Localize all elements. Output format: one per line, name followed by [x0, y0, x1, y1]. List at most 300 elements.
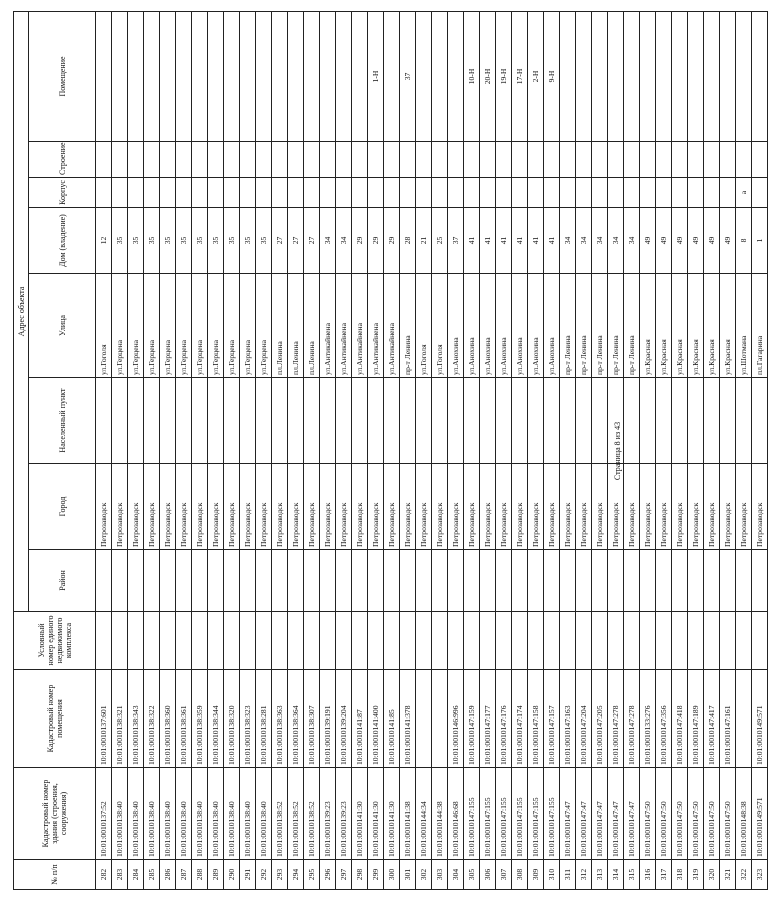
row-number-cell: 294 — [288, 860, 304, 890]
table-row — [288, 11, 304, 889]
building-cadastral-number-cell: 10:01:0010147:155 — [544, 768, 560, 860]
city-cell: Петрозаводск — [192, 464, 208, 550]
row-number-cell: 321 — [720, 860, 736, 890]
building-cell — [544, 142, 560, 178]
room-cadastral-number-cell: 10:01:0010147:176 — [496, 670, 512, 768]
row-number-cell: 304 — [448, 860, 464, 890]
settlement-cell — [480, 378, 496, 464]
row-number-cell: 291 — [240, 860, 256, 890]
table-row — [464, 11, 480, 889]
room-cell — [272, 11, 288, 141]
row-number-cell: 292 — [256, 860, 272, 890]
settlement-cell — [96, 378, 112, 464]
house-number-cell: 34 — [560, 208, 576, 274]
korpus-cell — [448, 178, 464, 208]
city-cell: Петрозаводск — [208, 464, 224, 550]
settlement-cell — [304, 378, 320, 464]
unified-complex-number-cell — [368, 612, 384, 670]
room-cadastral-number-cell: 10:01:0010138:320 — [224, 670, 240, 768]
street-cell: ул.Герцена — [256, 274, 272, 378]
unified-complex-number-cell — [416, 612, 432, 670]
unified-complex-number-cell — [448, 612, 464, 670]
table-row — [160, 11, 176, 889]
korpus-cell — [464, 178, 480, 208]
settlement-cell — [336, 378, 352, 464]
house-number-cell: 41 — [464, 208, 480, 274]
building-cadastral-number-cell: 10:01:0010138:40 — [240, 768, 256, 860]
table-row — [448, 11, 464, 889]
table-row — [640, 11, 656, 889]
building-cell — [432, 142, 448, 178]
street-cell: пл.Ленина — [304, 274, 320, 378]
district-cell — [336, 550, 352, 612]
building-cadastral-number-cell: 10:01:0010147:50 — [672, 768, 688, 860]
settlement-cell — [272, 378, 288, 464]
building-cadastral-number-cell: 10:01:0010138:40 — [208, 768, 224, 860]
room-cell: 10-Н — [464, 11, 480, 141]
settlement-cell — [736, 378, 752, 464]
table-row — [352, 11, 368, 889]
building-cadastral-number-cell: 10:01:0010147:47 — [608, 768, 624, 860]
row-number-cell: 322 — [736, 860, 752, 890]
table-row — [224, 11, 240, 889]
street-cell: ул.Антикайнена — [352, 274, 368, 378]
district-cell — [192, 550, 208, 612]
house-number-cell: 35 — [144, 208, 160, 274]
street-cell: пл.Ленина — [272, 274, 288, 378]
building-cell — [240, 142, 256, 178]
district-cell — [240, 550, 256, 612]
house-number-cell: 35 — [176, 208, 192, 274]
district-cell — [112, 550, 128, 612]
room-cadastral-number-cell: 10:01:0010139:204 — [336, 670, 352, 768]
district-cell — [448, 550, 464, 612]
building-cell — [480, 142, 496, 178]
korpus-cell — [560, 178, 576, 208]
table-row — [96, 11, 112, 889]
house-number-cell: 34 — [592, 208, 608, 274]
room-cell: 37 — [400, 11, 416, 141]
settlement-cell — [752, 378, 768, 464]
building-cell — [400, 142, 416, 178]
city-cell: Петрозаводск — [320, 464, 336, 550]
building-cadastral-number-cell: 10:01:0010141:30 — [352, 768, 368, 860]
house-number-cell: 49 — [640, 208, 656, 274]
street-cell: ул.Гоголя — [432, 274, 448, 378]
city-cell: Петрозаводск — [432, 464, 448, 550]
street-cell: ул.Красная — [704, 274, 720, 378]
room-cell — [304, 11, 320, 141]
street-cell: ул.Герцена — [224, 274, 240, 378]
header-city: Город — [29, 464, 96, 550]
room-cell — [672, 11, 688, 141]
street-cell: ул.Герцена — [160, 274, 176, 378]
table-row — [144, 11, 160, 889]
objects-table — [13, 11, 768, 890]
room-cadastral-number-cell: 10:01:0010147:204 — [576, 670, 592, 768]
room-cadastral-number-cell: 10:01:0010147:189 — [688, 670, 704, 768]
room-cadastral-number-cell: 10:01:0010146:996 — [448, 670, 464, 768]
house-number-cell: 41 — [496, 208, 512, 274]
unified-complex-number-cell — [480, 612, 496, 670]
street-cell: ул.Красная — [720, 274, 736, 378]
district-cell — [272, 550, 288, 612]
city-cell: Петрозаводск — [704, 464, 720, 550]
settlement-cell — [144, 378, 160, 464]
building-cell — [496, 142, 512, 178]
table-body — [96, 11, 768, 889]
korpus-cell — [432, 178, 448, 208]
building-cadastral-number-cell: 10:01:0010138:40 — [144, 768, 160, 860]
room-cadastral-number-cell: 10:01:0010147:205 — [592, 670, 608, 768]
building-cell — [448, 142, 464, 178]
room-cell — [384, 11, 400, 141]
row-number-cell: 295 — [304, 860, 320, 890]
settlement-cell — [576, 378, 592, 464]
street-cell: ул.Красная — [656, 274, 672, 378]
district-cell — [480, 550, 496, 612]
street-cell: пл.Гагарина — [752, 274, 768, 378]
street-cell: ул.Анохина — [544, 274, 560, 378]
row-number-cell: 286 — [160, 860, 176, 890]
unified-complex-number-cell — [240, 612, 256, 670]
city-cell: Петрозаводск — [448, 464, 464, 550]
room-cell — [240, 11, 256, 141]
house-number-cell: 35 — [224, 208, 240, 274]
street-cell: пр-т Ленина — [608, 274, 624, 378]
row-number-cell: 310 — [544, 860, 560, 890]
unified-complex-number-cell — [400, 612, 416, 670]
unified-complex-number-cell — [112, 612, 128, 670]
building-cell — [208, 142, 224, 178]
building-cell — [672, 142, 688, 178]
unified-complex-number-cell — [256, 612, 272, 670]
row-number-cell: 293 — [272, 860, 288, 890]
room-cadastral-number-cell: 10:01:0010147:158 — [528, 670, 544, 768]
room-cell — [560, 11, 576, 141]
street-cell: ул.Антикайнена — [384, 274, 400, 378]
korpus-cell — [160, 178, 176, 208]
settlement-cell — [592, 378, 608, 464]
row-number-cell: 289 — [208, 860, 224, 890]
table-row — [416, 11, 432, 889]
unified-complex-number-cell — [688, 612, 704, 670]
building-cadastral-number-cell: 10:01:0010147:50 — [704, 768, 720, 860]
korpus-cell — [256, 178, 272, 208]
unified-complex-number-cell — [752, 612, 768, 670]
settlement-cell — [240, 378, 256, 464]
header-street: Улица — [29, 274, 96, 378]
street-cell: ул.Герцена — [128, 274, 144, 378]
building-cell — [96, 142, 112, 178]
table-row — [544, 11, 560, 889]
unified-complex-number-cell — [384, 612, 400, 670]
table-row — [320, 11, 336, 889]
settlement-cell — [192, 378, 208, 464]
unified-complex-number-cell — [736, 612, 752, 670]
row-number-cell: 309 — [528, 860, 544, 890]
row-number-cell: 297 — [336, 860, 352, 890]
row-number-cell: 283 — [112, 860, 128, 890]
city-cell: Петрозаводск — [112, 464, 128, 550]
building-cell — [368, 142, 384, 178]
row-number-cell: 311 — [560, 860, 576, 890]
settlement-cell — [512, 378, 528, 464]
city-cell: Петрозаводск — [416, 464, 432, 550]
unified-complex-number-cell — [272, 612, 288, 670]
room-cell — [592, 11, 608, 141]
table-row — [624, 11, 640, 889]
room-cadastral-number-cell: 10:01:0010147:157 — [544, 670, 560, 768]
settlement-cell — [256, 378, 272, 464]
district-cell — [576, 550, 592, 612]
korpus-cell — [416, 178, 432, 208]
city-cell: Петрозаводск — [576, 464, 592, 550]
room-cadastral-number-cell: 10:01:0010138:343 — [128, 670, 144, 768]
city-cell: Петрозаводск — [464, 464, 480, 550]
city-cell: Петрозаводск — [544, 464, 560, 550]
table-row — [304, 11, 320, 889]
settlement-cell — [432, 378, 448, 464]
unified-complex-number-cell — [656, 612, 672, 670]
building-cadastral-number-cell: 10:01:0010138:40 — [112, 768, 128, 860]
room-cell: 20-Н — [480, 11, 496, 141]
table-row — [432, 11, 448, 889]
city-cell: Петрозаводск — [336, 464, 352, 550]
korpus-cell — [688, 178, 704, 208]
row-number-cell: 313 — [592, 860, 608, 890]
street-cell: пр-т Ленина — [624, 274, 640, 378]
settlement-cell — [176, 378, 192, 464]
building-cell — [192, 142, 208, 178]
city-cell: Петрозаводск — [352, 464, 368, 550]
building-cadastral-number-cell: 10:01:0010148:38 — [736, 768, 752, 860]
settlement-cell — [560, 378, 576, 464]
row-number-cell: 306 — [480, 860, 496, 890]
room-cell: 9-Н — [544, 11, 560, 141]
street-cell: ул.Анохина — [512, 274, 528, 378]
building-cadastral-number-cell: 10:01:0010138:52 — [272, 768, 288, 860]
district-cell — [96, 550, 112, 612]
building-cadastral-number-cell: 10:01:0010147:155 — [512, 768, 528, 860]
building-cell — [704, 142, 720, 178]
building-cell — [592, 142, 608, 178]
street-cell: ул.Герцена — [240, 274, 256, 378]
room-cell: 1-Н — [368, 11, 384, 141]
room-cell — [448, 11, 464, 141]
building-cell — [288, 142, 304, 178]
korpus-cell — [128, 178, 144, 208]
district-cell — [544, 550, 560, 612]
row-number-cell: 288 — [192, 860, 208, 890]
district-cell — [320, 550, 336, 612]
city-cell: Петрозаводск — [256, 464, 272, 550]
header-house: Дом (владение) — [29, 208, 96, 274]
korpus-cell — [176, 178, 192, 208]
building-cadastral-number-cell: 10:01:0010138:40 — [160, 768, 176, 860]
room-cadastral-number-cell — [416, 670, 432, 768]
room-cell — [736, 11, 752, 141]
settlement-cell — [208, 378, 224, 464]
house-number-cell: 27 — [272, 208, 288, 274]
settlement-cell — [384, 378, 400, 464]
street-cell: ул.Анохина — [528, 274, 544, 378]
building-cadastral-number-cell: 10:01:0010138:40 — [176, 768, 192, 860]
room-cadastral-number-cell: 10:01:0010149:571 — [752, 670, 768, 768]
city-cell: Петрозаводск — [656, 464, 672, 550]
table-row — [384, 11, 400, 889]
building-cadastral-number-cell: 10:01:0010147:47 — [592, 768, 608, 860]
table-row — [368, 11, 384, 889]
settlement-cell — [224, 378, 240, 464]
district-cell — [368, 550, 384, 612]
room-cadastral-number-cell: 10:01:0010138:281 — [256, 670, 272, 768]
unified-complex-number-cell — [128, 612, 144, 670]
house-number-cell: 35 — [256, 208, 272, 274]
row-number-cell: 284 — [128, 860, 144, 890]
room-cadastral-number-cell: 10:01:0010147:356 — [656, 670, 672, 768]
room-cell — [320, 11, 336, 141]
building-cadastral-number-cell: 10:01:0010138:52 — [304, 768, 320, 860]
street-cell: ул.Гоголя — [416, 274, 432, 378]
korpus-cell — [672, 178, 688, 208]
building-cadastral-number-cell: 10:01:0010147:155 — [480, 768, 496, 860]
room-cell — [256, 11, 272, 141]
row-number-cell: 301 — [400, 860, 416, 890]
table-row — [688, 11, 704, 889]
settlement-cell — [544, 378, 560, 464]
unified-complex-number-cell — [96, 612, 112, 670]
house-number-cell: 29 — [368, 208, 384, 274]
building-cell — [624, 142, 640, 178]
settlement-cell — [352, 378, 368, 464]
city-cell: Петрозаводск — [528, 464, 544, 550]
unified-complex-number-cell — [704, 612, 720, 670]
building-cadastral-number-cell: 10:01:0010147:47 — [576, 768, 592, 860]
district-cell — [736, 550, 752, 612]
district-cell — [352, 550, 368, 612]
district-cell — [496, 550, 512, 612]
city-cell: Петрозаводск — [592, 464, 608, 550]
room-cell — [96, 11, 112, 141]
district-cell — [256, 550, 272, 612]
room-cell — [192, 11, 208, 141]
building-cadastral-number-cell: 10:01:0010139:23 — [336, 768, 352, 860]
building-cell — [752, 142, 768, 178]
room-cadastral-number-cell: 10:01:0010138:363 — [272, 670, 288, 768]
korpus-cell — [704, 178, 720, 208]
street-cell: ул.Анохина — [496, 274, 512, 378]
street-cell: ул.Красная — [688, 274, 704, 378]
city-cell: Петрозаводск — [512, 464, 528, 550]
table-row — [256, 11, 272, 889]
district-cell — [288, 550, 304, 612]
street-cell: ул.Анохина — [448, 274, 464, 378]
building-cell — [416, 142, 432, 178]
city-cell: Петрозаводск — [496, 464, 512, 550]
district-cell — [400, 550, 416, 612]
table-row — [720, 11, 736, 889]
korpus-cell — [112, 178, 128, 208]
room-cadastral-number-cell: 10:01:0010138:307 — [304, 670, 320, 768]
city-cell: Петрозаводск — [672, 464, 688, 550]
settlement-cell — [320, 378, 336, 464]
room-cadastral-number-cell: 10:01:0010147:278 — [624, 670, 640, 768]
header-address-group: Адрес объекта — [14, 11, 29, 611]
korpus-cell — [304, 178, 320, 208]
settlement-cell — [656, 378, 672, 464]
street-cell: ул.Анохина — [464, 274, 480, 378]
header-unified-num: Условный номер единого недвижимого комплекса — [14, 612, 96, 670]
city-cell: Петрозаводск — [400, 464, 416, 550]
room-cell — [720, 11, 736, 141]
building-cadastral-number-cell: 10:01:0010147:50 — [656, 768, 672, 860]
row-number-cell: 318 — [672, 860, 688, 890]
house-number-cell: 1 — [752, 208, 768, 274]
city-cell: Петрозаводск — [144, 464, 160, 550]
row-number-cell: 323 — [752, 860, 768, 890]
street-cell: пл.Ленина — [288, 274, 304, 378]
korpus-cell — [336, 178, 352, 208]
korpus-cell — [752, 178, 768, 208]
building-cadastral-number-cell: 10:01:0010138:52 — [288, 768, 304, 860]
table-row — [752, 11, 768, 889]
district-cell — [176, 550, 192, 612]
row-number-cell: 302 — [416, 860, 432, 890]
unified-complex-number-cell — [544, 612, 560, 670]
korpus-cell — [400, 178, 416, 208]
korpus-cell — [496, 178, 512, 208]
unified-complex-number-cell — [512, 612, 528, 670]
room-cell — [688, 11, 704, 141]
korpus-cell — [576, 178, 592, 208]
room-cell: 19-Н — [496, 11, 512, 141]
row-number-cell: 317 — [656, 860, 672, 890]
table-row — [192, 11, 208, 889]
room-cadastral-number-cell: 10:01:0010138:321 — [112, 670, 128, 768]
house-number-cell: 34 — [576, 208, 592, 274]
table-row — [208, 11, 224, 889]
row-number-cell: 285 — [144, 860, 160, 890]
korpus-cell — [96, 178, 112, 208]
building-cadastral-number-cell: 10:01:0010138:40 — [256, 768, 272, 860]
room-cadastral-number-cell: 10:01:0010139:191 — [320, 670, 336, 768]
building-cadastral-number-cell: 10:01:0010144:34 — [416, 768, 432, 860]
settlement-cell — [528, 378, 544, 464]
house-number-cell: 35 — [160, 208, 176, 274]
korpus-cell — [720, 178, 736, 208]
table-row — [480, 11, 496, 889]
house-number-cell: 34 — [608, 208, 624, 274]
unified-complex-number-cell — [672, 612, 688, 670]
header-num: № п/п — [14, 860, 96, 890]
unified-complex-number-cell — [624, 612, 640, 670]
table-row — [576, 11, 592, 889]
room-cell — [176, 11, 192, 141]
header-room-cad: Кадастровый номер помещения — [14, 670, 96, 768]
building-cadastral-number-cell: 10:01:0010147:50 — [720, 768, 736, 860]
district-cell — [688, 550, 704, 612]
room-cadastral-number-cell: 10:01:0010147:418 — [672, 670, 688, 768]
house-number-cell: 34 — [320, 208, 336, 274]
city-cell: Петрозаводск — [224, 464, 240, 550]
row-number-cell: 320 — [704, 860, 720, 890]
settlement-cell — [128, 378, 144, 464]
room-cadastral-number-cell: 10:01:0010147:161 — [720, 670, 736, 768]
unified-complex-number-cell — [160, 612, 176, 670]
house-number-cell: 35 — [240, 208, 256, 274]
room-cadastral-number-cell: 10:01:0010138:323 — [240, 670, 256, 768]
